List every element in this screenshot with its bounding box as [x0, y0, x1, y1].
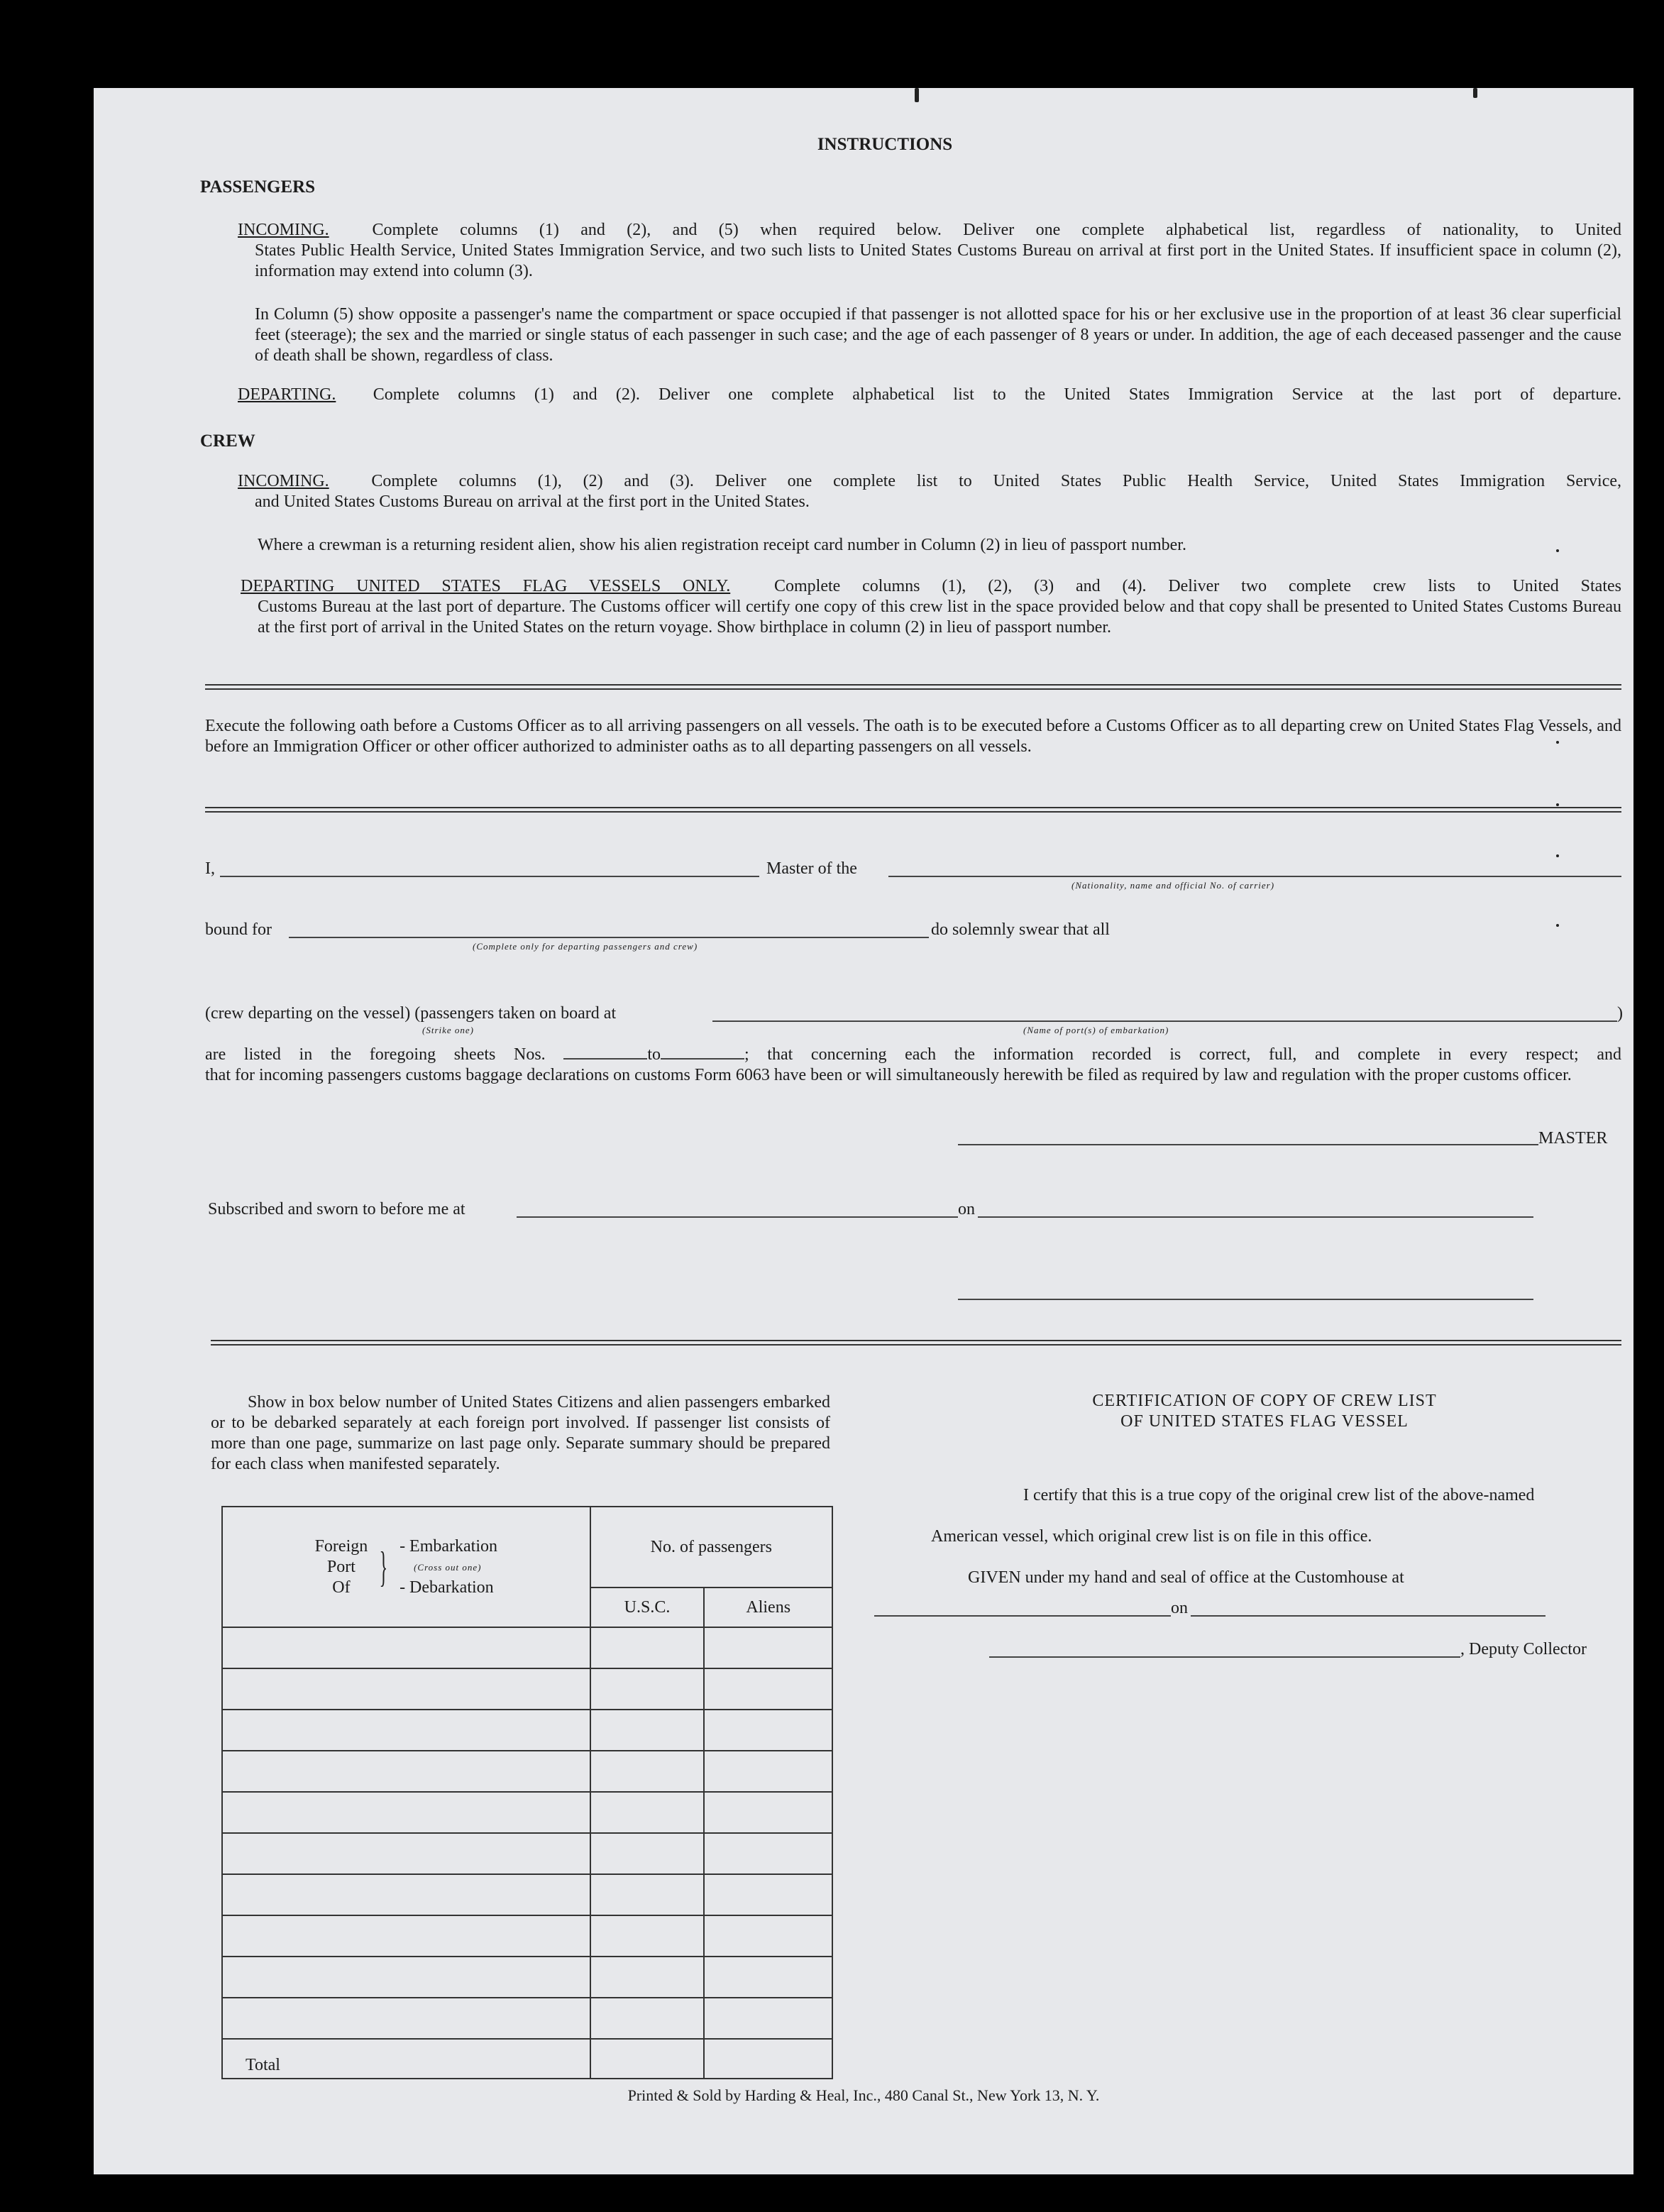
certification-text [931, 1475, 1621, 1598]
summary-port-cell[interactable] [222, 1792, 590, 1833]
certification-date-line[interactable] [1191, 1615, 1545, 1617]
summary-port-cell[interactable] [222, 1710, 590, 1751]
foreign-label: Foreign [314, 1536, 368, 1556]
summary-aliens-cell[interactable] [704, 1833, 832, 1874]
passengers-column5-text: In Column (5) show opposite a passenger's name the compartment or space occupied if that passenger is not allotted space for his or her exclusive use in the proportion of at least 36 clear superficial feet (steerage); the sex and the married or single status of each passenger in such case; and the age of each passenger of 8 years or under. In addition, the age of each deceased passenger and the cause of death shall be shown, regardless of class. [255, 305, 1621, 365]
summary-aliens-cell[interactable] [704, 1792, 832, 1833]
summary-aliens-cell[interactable] [704, 1668, 832, 1710]
embarkation-label: - Embarkation [400, 1536, 498, 1556]
scan-speck [915, 88, 919, 102]
scan-speck [1556, 854, 1559, 857]
listed-pre: are listed in the foregoing sheets Nos. [205, 1045, 546, 1064]
cross-out-label: (Cross out one) [414, 1561, 482, 1573]
crew-resident-alien-text: Where a crewman is a returning resident alien, show his alien registration receipt card number in Column (2) in lieu of passport number. [258, 536, 1186, 554]
total-usc-cell[interactable] [590, 2039, 705, 2079]
sheet-from-field[interactable] [563, 1058, 647, 1060]
divider-3a [211, 1340, 1621, 1341]
aliens-header: Aliens [704, 1588, 832, 1627]
passengers-departing-label: DEPARTING. [238, 385, 336, 404]
passengers-departing-block [238, 385, 1621, 405]
summary-aliens-cell[interactable] [704, 1998, 832, 2039]
summary-port-cell[interactable] [222, 1668, 590, 1710]
summary-aliens-cell[interactable] [704, 1751, 832, 1792]
debarkation-label: - Debarkation [400, 1578, 494, 1597]
swear-text: do solemnly swear that all [931, 920, 1110, 939]
summary-usc-cell[interactable] [590, 1998, 705, 2039]
divider-2a [205, 807, 1621, 808]
certification-line-2: American vessel, which original crew list is on file in this office. [931, 1527, 1372, 1546]
printer-footer: Printed & Sold by Harding & Heal, Inc., 480 Canal St., New York 13, N. Y. [627, 2086, 1100, 2104]
crew-departing-label: DEPARTING UNITED STATES FLAG VESSELS ONLY. [241, 577, 731, 595]
summary-port-cell[interactable] [222, 1957, 590, 1998]
passengers-incoming-line1: Complete columns (1) and (2), and (5) when required below. Deliver one complete alphabetical list, regardless of nationality, to United [372, 221, 1621, 239]
summary-aliens-cell[interactable] [704, 1874, 832, 1915]
crew-heading: CREW [200, 431, 255, 451]
certification-line-1: I certify that this is a true copy of the original crew list of the above-named [1023, 1486, 1535, 1504]
customhouse-line[interactable] [874, 1615, 1171, 1617]
oath-instruction: Execute the following oath before a Customs Officer as to all arriving passengers on all vessels. The oath is to be executed before a Customs Officer as to all departing crew on United States Flag Vessels, and before an Immigration Officer or other officer authorized to administer oaths as to all departing passengers on all vessels. [205, 717, 1621, 756]
close-paren: ) [1617, 1004, 1623, 1023]
bound-for-line[interactable] [289, 937, 929, 938]
summary-usc-cell[interactable] [590, 1874, 705, 1915]
divider-3b [211, 1344, 1621, 1346]
passengers-heading: PASSENGERS [200, 177, 316, 197]
summary-usc-cell[interactable] [590, 1751, 705, 1792]
crew-incoming-line1: Complete columns (1), (2) and (3). Deliver one complete list to United States Public Health Service, United States Immigration Service, [371, 472, 1621, 490]
crew-incoming-rest: and United States Customs Bureau on arrival at the first port in the United States. [255, 493, 810, 511]
port-label: Port [326, 1557, 356, 1576]
total-aliens-cell[interactable] [704, 2039, 832, 2079]
oath-i: I, [205, 859, 215, 878]
summary-usc-cell[interactable] [590, 1915, 705, 1957]
carrier-line[interactable] [888, 876, 1621, 877]
summary-usc-cell[interactable] [590, 1792, 705, 1833]
master-signature-line[interactable] [958, 1144, 1538, 1145]
listed-to: to [647, 1045, 661, 1064]
sheet-to-field[interactable] [661, 1058, 744, 1060]
summary-port-cell[interactable] [222, 1751, 590, 1792]
crew-departing-rest: Customs Bureau at the last port of departure. The Customs officer will certify one copy of this crew list in the space provided below and that copy shall be presented to United States Customs Bureau at the first port of arrival in the United States on the return voyage. Show birthplace in column (2) in lieu of passport number. [258, 598, 1621, 637]
subscribed-label: Subscribed and sworn to before me at [208, 1200, 465, 1218]
brace-glyph: } [379, 1544, 388, 1590]
summary-aliens-cell[interactable] [704, 1957, 832, 1998]
instructions-title: INSTRUCTIONS [817, 135, 953, 154]
summary-port-cell[interactable] [222, 1833, 590, 1874]
master-name-line[interactable] [220, 876, 759, 877]
master-label: MASTER [1538, 1129, 1608, 1148]
passenger-summary-table [221, 1506, 833, 2079]
summary-usc-cell[interactable] [590, 1668, 705, 1710]
crew-departing-line1: Complete columns (1), (2), (3) and (4). Deliver two complete crew lists to United States [773, 577, 1621, 595]
listed-post: ; that concerning each the information recorded is correct, full, and complete in every respect; and [744, 1045, 1622, 1064]
foreign-port-header [222, 1507, 590, 1627]
summary-usc-cell[interactable] [590, 1957, 705, 1998]
no-passengers-header: No. of passengers [590, 1507, 832, 1588]
subscribed-place-line[interactable] [517, 1216, 958, 1218]
bound-for-label: bound for [205, 920, 272, 939]
crew-departing-text: (crew departing on the vessel) (passengers taken on board at [205, 1004, 617, 1023]
summary-usc-cell[interactable] [590, 1710, 705, 1751]
certification-title-1: CERTIFICATION OF COPY OF CREW LIST [1092, 1392, 1437, 1410]
scan-speck [1556, 924, 1559, 927]
passengers-incoming-rest: States Public Health Service, United States Immigration Service, and two such lists to United States Customs Bureau on arrival at first port in the United States. If insufficient space in column (2), information may extend into column (3). [255, 241, 1621, 280]
summary-port-cell[interactable] [222, 1874, 590, 1915]
crew-incoming-label: INCOMING. [238, 472, 329, 490]
passengers-departing-text: Complete columns (1) and (2). Deliver one complete alphabetical list to the United States Immigration Service at the last port of departure. [373, 385, 1622, 404]
document-page [94, 88, 1633, 2174]
summary-usc-cell[interactable] [590, 1833, 705, 1874]
crew-departing-block [241, 576, 1621, 638]
passengers-incoming-label: INCOMING. [238, 221, 329, 239]
subscribed-on-label: on [958, 1200, 975, 1218]
officer-signature-line[interactable] [958, 1299, 1533, 1300]
summary-usc-cell[interactable] [590, 1627, 705, 1668]
deputy-collector-label: , Deputy Collector [1460, 1640, 1587, 1658]
summary-instruction: Show in box below number of United States Citizens and alien passengers embarked or to be debarked separately at each foreign port involved. If passenger list consists of more than one page, summarize on last page only. Separate summary should be prepared for each class when manifested separately. [211, 1393, 830, 1473]
master-of-the-label: Master of the [766, 859, 857, 878]
certification-on-label: on [1171, 1599, 1188, 1617]
ports-line[interactable] [712, 1020, 1617, 1022]
total-label: Total [222, 2039, 590, 2079]
summary-port-cell[interactable] [222, 1627, 590, 1668]
summary-aliens-cell[interactable] [704, 1627, 832, 1668]
divider-2b [205, 811, 1621, 813]
summary-aliens-cell[interactable] [704, 1710, 832, 1751]
crew-incoming-block [238, 471, 1621, 512]
summary-aliens-cell[interactable] [704, 1915, 832, 1957]
subscribed-date-line[interactable] [978, 1216, 1533, 1218]
divider-1b [205, 688, 1621, 690]
certification-line-3: GIVEN under my hand and seal of office at the Customhouse at [968, 1568, 1404, 1587]
listed-block [205, 1045, 1621, 1086]
passengers-incoming-block [238, 220, 1621, 282]
scan-speck [1473, 88, 1477, 98]
nationality-caption: (Nationality, name and official No. of carrier) [1071, 880, 1275, 891]
scan-speck [1556, 741, 1559, 744]
strike-caption: (Strike one) [422, 1025, 475, 1035]
ports-caption: (Name of port(s) of embarkation) [1023, 1025, 1169, 1035]
usc-header: U.S.C. [590, 1588, 705, 1627]
listed-rest: that for incoming passengers customs baggage declarations on customs Form 6063 have been or will simultaneously herewith be filed as required by law and regulation with the proper customs officer. [205, 1066, 1572, 1084]
certification-title-2: OF UNITED STATES FLAG VESSEL [1120, 1412, 1409, 1431]
deputy-signature-line[interactable] [989, 1656, 1460, 1658]
divider-1a [205, 684, 1621, 686]
summary-port-cell[interactable] [222, 1998, 590, 2039]
scan-speck [1556, 549, 1559, 552]
of-label: Of [332, 1578, 351, 1597]
bound-caption: (Complete only for departing passengers and crew) [473, 941, 698, 952]
summary-port-cell[interactable] [222, 1915, 590, 1957]
scan-speck [1556, 803, 1559, 806]
